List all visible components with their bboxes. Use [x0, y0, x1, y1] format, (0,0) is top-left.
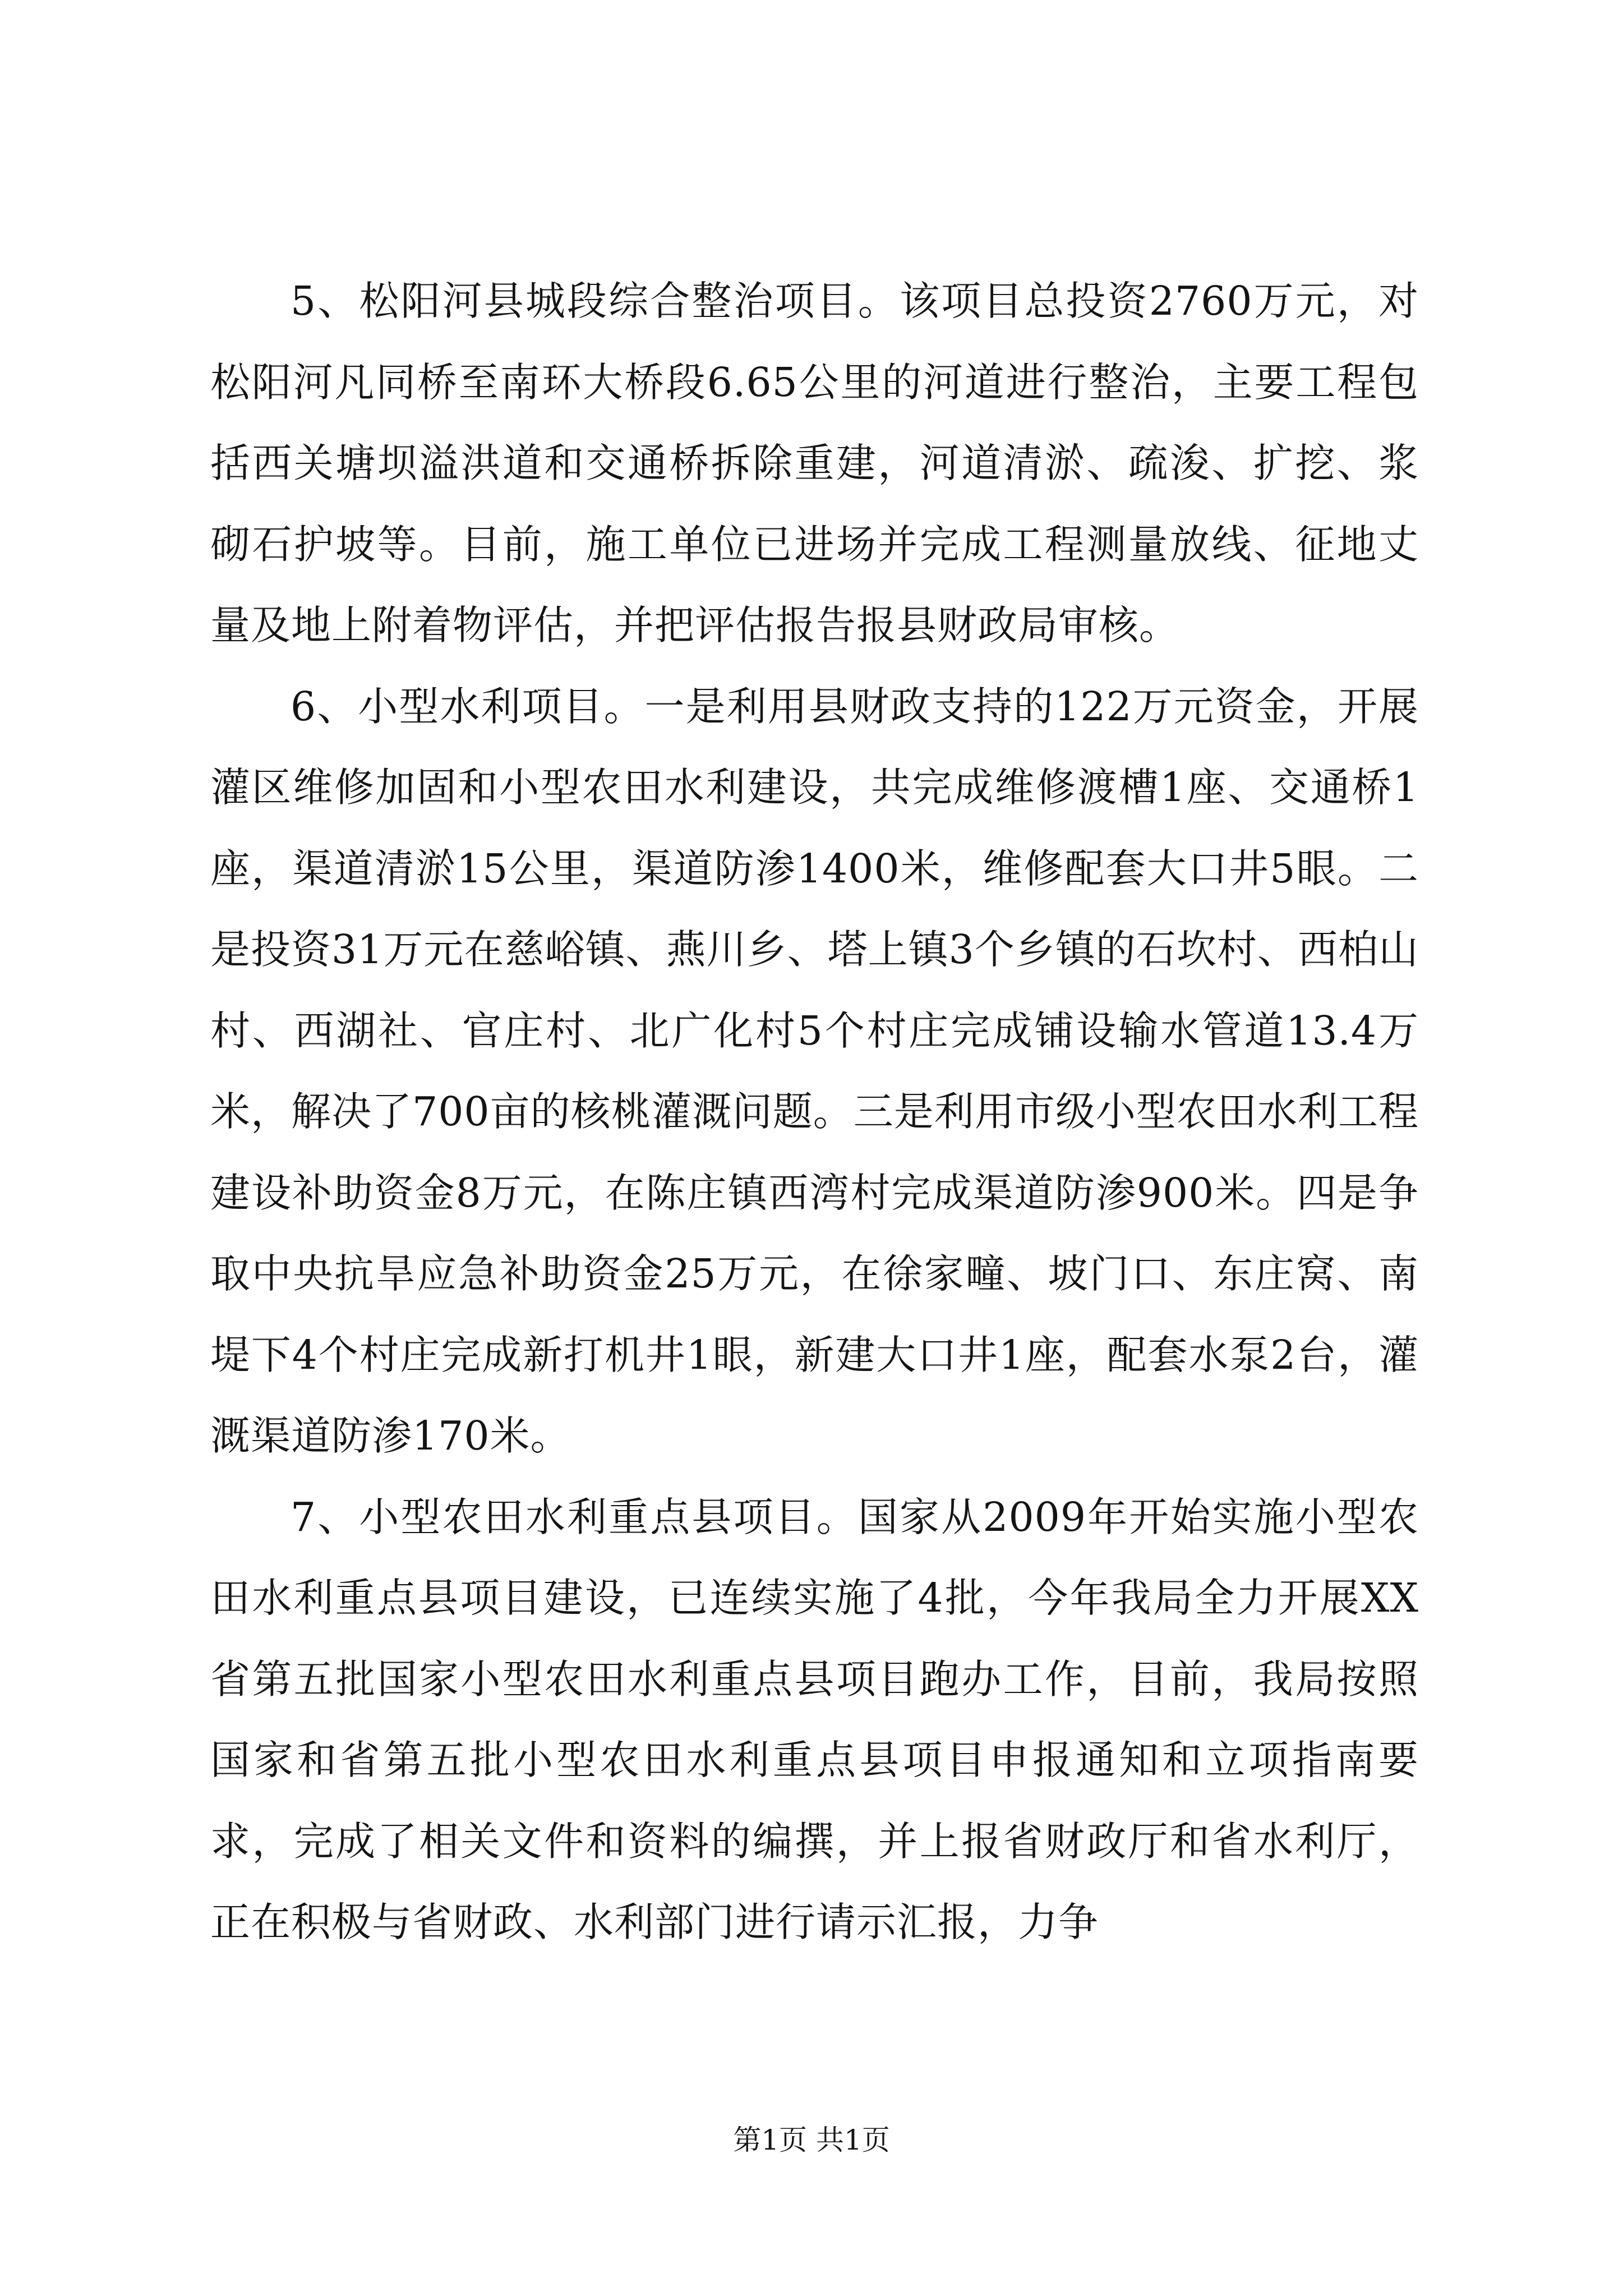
paragraph-project-5: 5、松阳河县城段综合整治项目。该项目总投资2760万元，对松阳河凡同桥至南环大桥段6.65公里的河道进行整治，主要工程包括西关塘坝溢洪道和交通桥拆除重建，河道清淤、疏浚、扩挖、浆砌石护坡等。目前，施工单位已进场并完成工程测量放线、征地丈量及地上附着物评估，并把评估报告报县财政局审核。: [210, 278, 1419, 648]
document-body: [210, 261, 1419, 1963]
paragraph-project-6: 6、小型水利项目。一是利用县财政支持的122万元资金，开展灌区维修加固和小型农田水利建设，共完成维修渡槽1座、交通桥1座，渠道清淤15公里，渠道防渗1400米，维修配套大口井5眼。二是投资31万元在慈峪镇、燕川乡、塔上镇3个乡镇的石坎村、西柏山村、西湖社、官庄村、北广化村5个村庄完成铺设输水管道13.4万米，解决了700亩的核桃灌溉问题。三是利用市级小型农田水利工程建设补助资金8万元，在陈庄镇西湾村完成渠道防渗900米。四是争取中央抗旱应急补助资金25万元，在徐家疃、坡门口、东庄窝、南堤下4个村庄完成新打机井1眼，新建大口井1座，配套水泵2台，灌溉渠道防渗170米。: [210, 683, 1419, 1459]
page-footer: 第1页 共1页: [733, 2124, 890, 2156]
paragraph-project-7: 7、小型农田水利重点县项目。国家从2009年开始实施小型农田水利重点县项目建设，已连续实施了4批，今年我局全力开展XX省第五批国家小型农田水利重点县项目跑办工作，目前，我局按照国家和省第五批小型农田水利重点县项目申报通知和立项指南要求，完成了相关文件和资料的编撰，并上报省财政厅和省水利厅，正在积极与省财政、水利部门进行请示汇报，力争: [210, 1493, 1419, 1945]
